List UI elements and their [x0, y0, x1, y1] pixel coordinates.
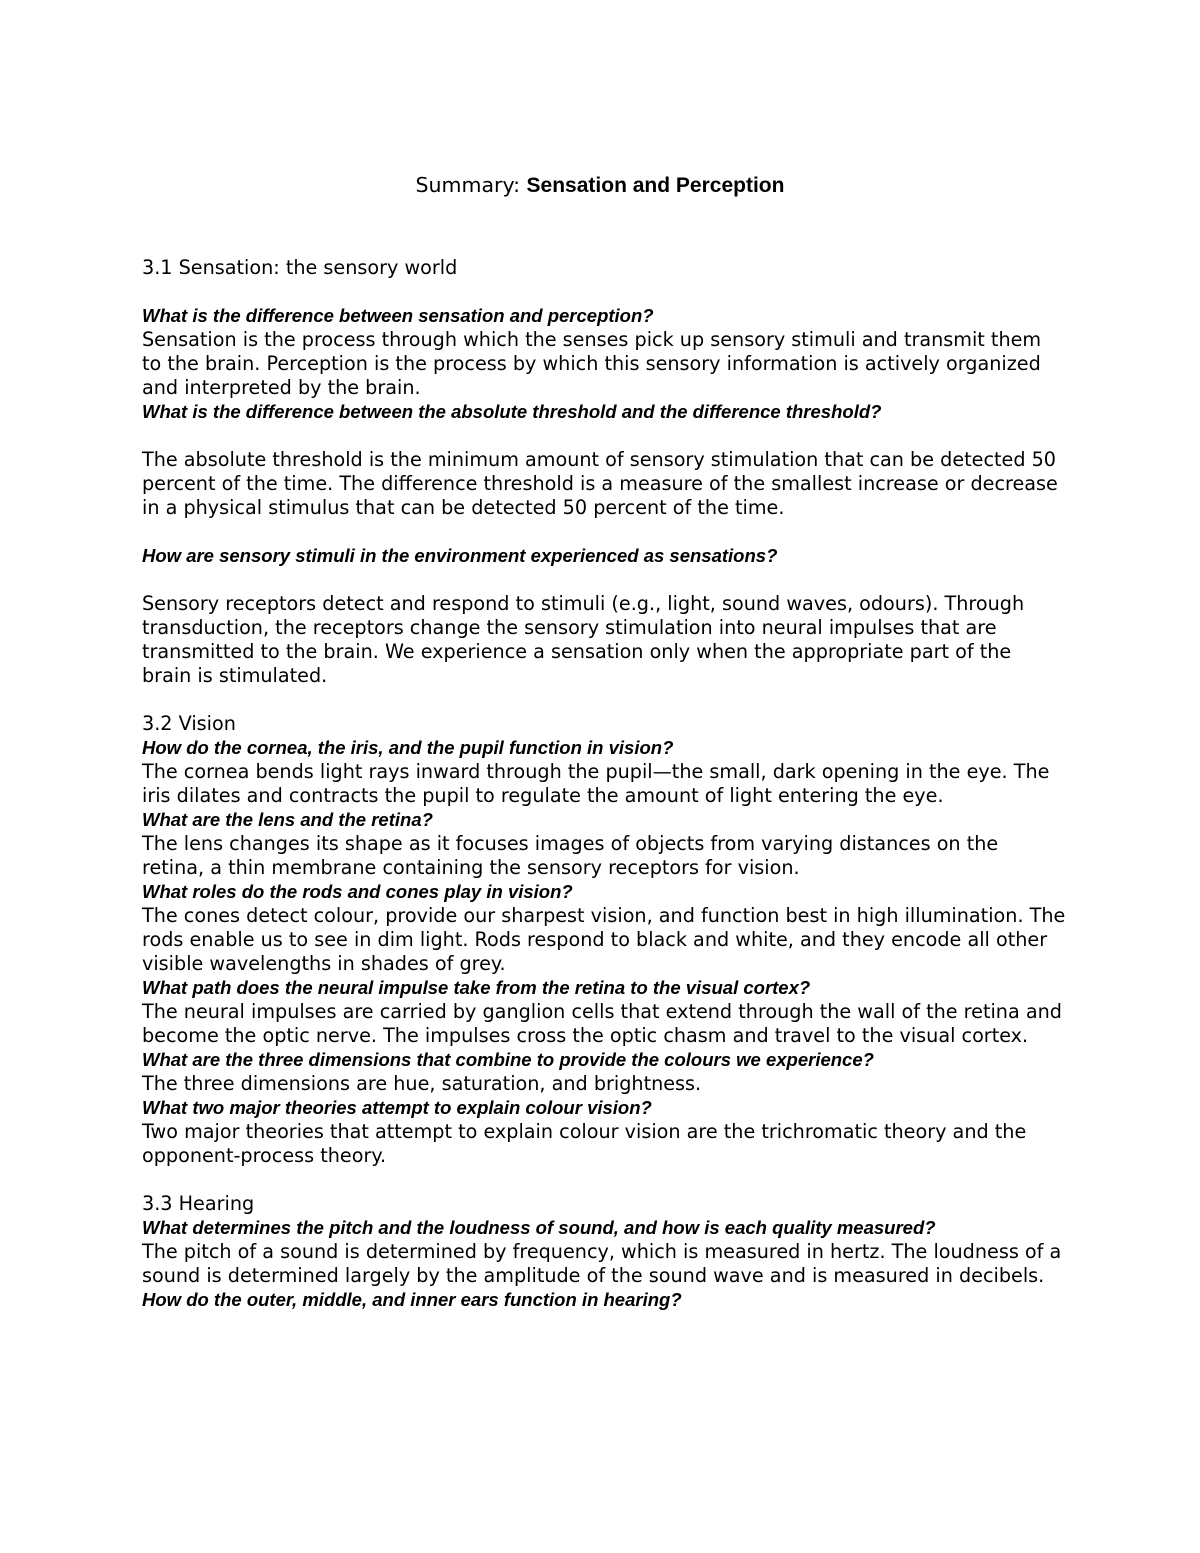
- answer-text: Sensation is the process through which the senses pick up sensory stimuli and transmit them to the brain. Perception is the process by which this sensory information is actively organized and interpreted by the brain.: [142, 328, 1042, 399]
- answer-text: The cones detect colour, provide our sharpest vision, and function best in high illumination. The rods enable us to see in dim light. Rods respond to black and white, and they encode all other visible wavelengths in shades of grey.: [142, 904, 1066, 975]
- answer-text: The pitch of a sound is determined by frequency, which is measured in hertz. The loudness of a sound is determined largely by the amplitude of the sound wave and is measured in decibels.: [142, 1240, 1062, 1287]
- question-text: What determines the pitch and the loudness of sound, and how is each quality measured?: [142, 1217, 936, 1238]
- section-heading: 3.2 Vision: [142, 712, 236, 735]
- answer-text: The cornea bends light rays inward through the pupil—the small, dark opening in the eye. The iris dilates and contracts the pupil to regulate the amount of light entering the eye.: [142, 760, 1050, 807]
- question-text: What are the lens and the retina?: [142, 809, 433, 830]
- question-text: What path does the neural impulse take from the retina to the visual cortex?: [142, 977, 811, 998]
- section-heading: 3.3 Hearing: [142, 1192, 255, 1215]
- title-bold-text: Sensation and Perception: [526, 174, 785, 197]
- question-text: What two major theories attempt to explain colour vision?: [142, 1097, 652, 1118]
- paragraph-spacer: [142, 688, 1066, 712]
- title-prefix: Summary:: [415, 173, 527, 197]
- answer-text: The lens changes its shape as it focuses images of objects from varying distances on the retina, a thin membrane containing the sensory receptors for vision.: [142, 832, 999, 879]
- answer-text: The absolute threshold is the minimum amount of sensory stimulation that can be detected 50 percent of the time. The difference threshold is a measure of the smallest increase or decrease in a physical stimulus that can be detected 50 percent of the time.: [142, 448, 1058, 519]
- paragraph-spacer: [142, 424, 1066, 448]
- answer-text: The three dimensions are hue, saturation, and brightness.: [142, 1072, 702, 1095]
- question-text: What is the difference between the absolute threshold and the difference threshold?: [142, 401, 882, 422]
- paragraph-spacer: [142, 520, 1066, 544]
- question-text: How do the cornea, the iris, and the pupil function in vision?: [142, 737, 674, 758]
- question-text: How are sensory stimuli in the environment experienced as sensations?: [142, 545, 778, 566]
- question-text: What roles do the rods and cones play in vision?: [142, 881, 573, 902]
- answer-text: The neural impulses are carried by ganglion cells that extend through the wall of the retina and become the optic nerve. The impulses cross the optic chasm and travel to the visual cortex.: [142, 1000, 1062, 1047]
- document-body: [142, 256, 1066, 1312]
- paragraph-spacer: [142, 1168, 1066, 1192]
- answer-text: Sensory receptors detect and respond to stimuli (e.g., light, sound waves, odours). Through transduction, the receptors change the sensory stimulation into neural impulses that are transmitted to the brain. We experience a sensation only when the appropriate part of the brain is stimulated.: [142, 592, 1025, 687]
- section-heading: 3.1 Sensation: the sensory world: [142, 256, 458, 279]
- paragraph-spacer: [142, 568, 1066, 592]
- question-text: How do the outer, middle, and inner ears function in hearing?: [142, 1289, 682, 1310]
- paragraph-spacer: [142, 280, 1066, 304]
- document-title: [0, 171, 1200, 200]
- question-text: What are the three dimensions that combine to provide the colours we experience?: [142, 1049, 874, 1070]
- answer-text: Two major theories that attempt to explain colour vision are the trichromatic theory and the opponent-process theory.: [142, 1120, 1027, 1167]
- question-text: What is the difference between sensation and perception?: [142, 305, 654, 326]
